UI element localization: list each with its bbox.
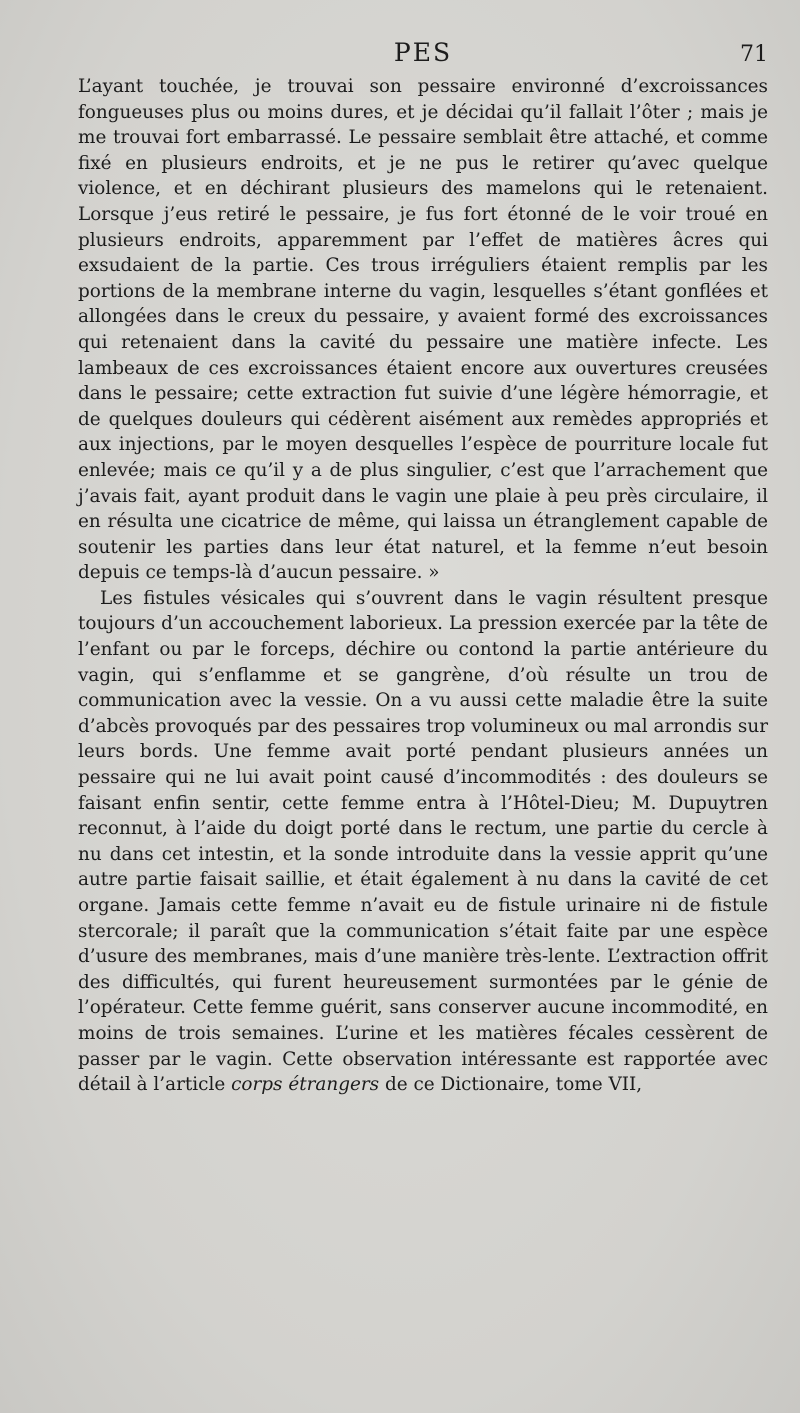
- volume-number: VII: [608, 1074, 637, 1096]
- paragraph-vesical-fistulas: [78, 586, 768, 1098]
- paragraph-quote-continuation: L’ayant touchée, je trouvai son pessaire environné d’excroissances fongueuses plus ou moins dures, et je décidai qu’il fallait l’ôter ; mais je me trouvai fort embarrassé. Le pessaire semblait être attaché, et comme fixé en plusieurs endroits, et je ne pus le retirer qu’avec quelque violence, et en déchirant plusieurs des mamelons qui le retenaient. Lorsque j’eus retiré le pessaire, je fus fort étonné de le voir troué en plusieurs endroits, apparemment par l’effet de matières âcres qui exsudaient de la partie. Ces trous irréguliers étaient remplis par les portions de la membrane interne du vagin, lesquelles s’étant gonflées et allongées dans le creux du pessaire, y avaient formé des excroissances qui retenaient dans la cavité du pessaire une matière infecte. Les lambeaux de ces excroissances étaient encore aux ouvertures creusées dans le pessaire; cette extraction fut suivie d’une légère hémorragie, et de quelques douleurs qui cédèrent aisément aux remèdes appropriés et aux injections, par le moyen desquelles l’espèce de pourriture locale fut enlevée; mais ce qu’il y a de plus singulier, c’est que l’arrachement que j’avais fait, ayant produit dans le vagin une plaie à peu près circulaire, il en résulta une cicatrice de même, qui laissa un étranglement capable de soutenir les parties dans leur état naturel, et la femme n’eut besoin depuis ce temps-là d’aucun pessaire. »: [78, 76, 768, 584]
- body-text: [78, 74, 768, 1098]
- page-number: 71: [740, 42, 768, 67]
- paragraph-text-reference: de ce Dictionaire, tome: [379, 1074, 609, 1096]
- book-page: [78, 38, 768, 1098]
- running-head: PES: [393, 38, 453, 67]
- paragraph-text-main: Les fistules vésicales qui s’ouvrent dans le vagin résultent presque toujours d’un accouchement laborieux. La pression exercée par la tête de l’enfant ou par le forceps, déchire ou contond la partie antérieure du vagin, qui s’enflamme et se gangrène, d’où résulte un trou de communication avec la vessie. On a vu aussi cette maladie être la suite d’abcès provoqués par des pessaires trop volumineux ou mal arrondis sur leurs bords. Une femme avait porté pendant plusieurs années un pessaire qui ne lui avait point causé d’incommodités : des douleurs se faisant enfin sentir, cette femme entra à l’Hôtel-Dieu; M. Dupuytren reconnut, à l’aide du doigt porté dans le rectum, une partie du cercle à nu dans cet intestin, et la sonde introduite dans la vessie apprit qu’une autre partie faisait saillie, et était également à nu dans la cavité de cet organe. Jamais cette femme n’avait eu de fistule urinaire ni de fistule stercorale; il paraît que la communication s’était faite par une espèce d’usure des membranes, mais d’une manière très-lente. L’extraction offrit des difficultés, qui furent heureusement surmontées par le génie de l’opérateur. Cette femme guérit, sans conserver aucune incommodité, en moins de trois semaines. L’urine et les matières fécales cessèrent de passer par le vagin. Cette observation intéressante est rapportée avec détail à l’article: [78, 587, 768, 1096]
- page-header: [78, 38, 768, 74]
- paragraph-trailing-punctuation: ,: [636, 1074, 643, 1096]
- italic-article-title: corps étrangers: [231, 1074, 380, 1096]
